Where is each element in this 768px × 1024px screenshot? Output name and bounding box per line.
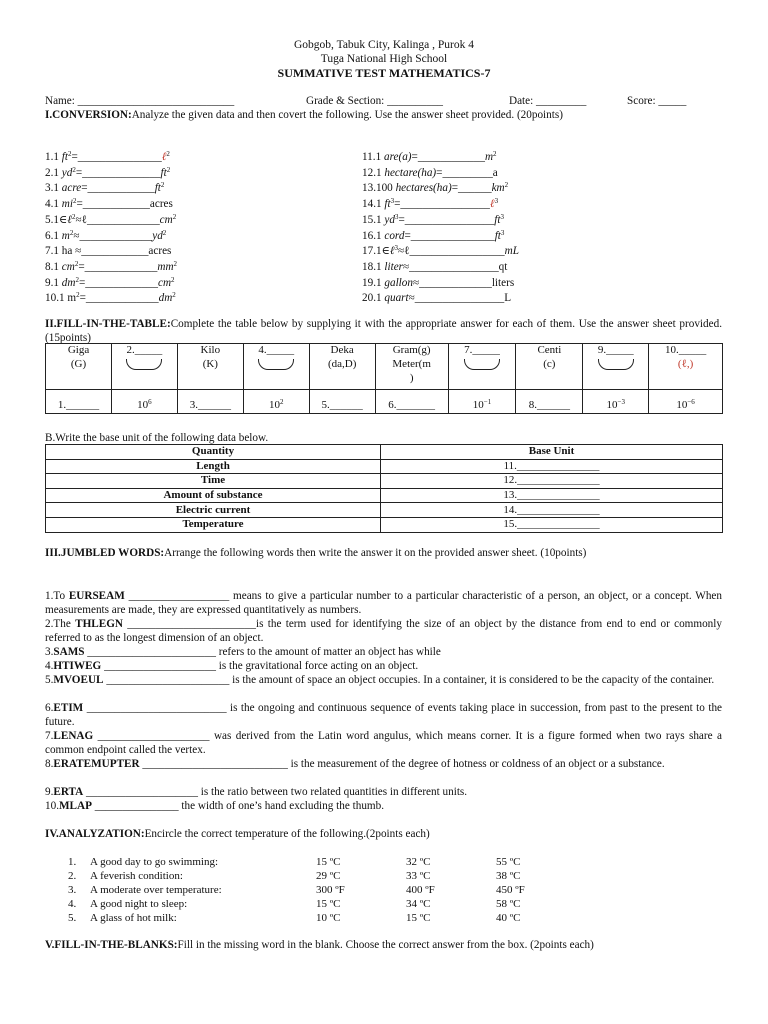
prefix-symbol: ) (409, 371, 414, 384)
item-blank: =_______________ (71, 151, 162, 163)
item-prefix: 11.1 (362, 151, 384, 163)
section-text: Complete the table below by supplying it with the appropriate answer for each of them. Use the answer sheet provided.(15points) (45, 318, 722, 344)
answer-parenthesis (583, 358, 648, 372)
conversion-item[interactable] (362, 197, 498, 211)
temperature-row (68, 911, 525, 925)
grade-section-field[interactable]: Grade & Section: __________ (306, 95, 444, 107)
prefix-table (45, 343, 723, 414)
date-field[interactable]: Date: _________ (509, 95, 587, 107)
item-number: 5. (45, 674, 54, 686)
item-prefix: 15.1 (362, 213, 385, 226)
temperature-option[interactable]: 58 ºC (496, 898, 521, 910)
item-prefix: 12.1 (362, 166, 385, 179)
temperature-row (68, 869, 525, 883)
base-unit-answer[interactable]: 11._______________ (381, 459, 723, 474)
conversion-item[interactable] (362, 229, 504, 243)
temperature-option[interactable]: 10 ºC (316, 912, 341, 924)
prefix-label: Kilo (200, 344, 221, 356)
base-unit-answer[interactable]: 13._______________ (381, 488, 723, 503)
prefix-value-cell (375, 390, 448, 414)
prefix-header-cell (375, 344, 448, 390)
prefix-value-cell (177, 390, 243, 414)
jumbled-word: HTIWEG (53, 660, 102, 672)
item-exponent: 3 (394, 212, 399, 221)
section-b-intro: B.Write the base unit of the following data below. (45, 432, 269, 444)
prefix-label: 4._____ (258, 344, 295, 356)
item-unit: ft (384, 198, 391, 211)
quantity-cell: Electric current (46, 503, 381, 518)
temperature-row (68, 855, 525, 869)
item-target-unit: ft (494, 213, 501, 226)
prefix-header-cell (516, 344, 583, 390)
item-text: __________________ means to give a particular number to a particular characteristic of a person, an object, or a concept. When measurements are made, they are expressed quantitatively as numbers. (45, 590, 722, 616)
item-text: _______________ the width of one’s hand excluding the thumb. (91, 800, 385, 812)
base-unit-answer[interactable]: 15._______________ (381, 517, 723, 532)
base-unit-row (46, 503, 723, 518)
item-target-unit: mL (504, 245, 519, 258)
temperature-option[interactable]: 29 ºC (316, 870, 341, 882)
item-unit: quart (384, 292, 409, 305)
prefix-value-cell (309, 390, 375, 414)
item-target-exponent: 2 (504, 181, 509, 190)
section-title: V.FILL-IN-THE-BLANKS: (45, 939, 178, 951)
item-exponent: 2 (72, 165, 76, 174)
conversion-item[interactable] (45, 166, 170, 180)
jumbled-item (45, 757, 722, 771)
jumbled-item (45, 701, 722, 729)
item-number: 2.The (45, 618, 76, 630)
temperature-row (68, 883, 525, 897)
parenthesis-blank (464, 359, 500, 370)
prefix-label: 7._____ (464, 344, 500, 356)
item-blank: =______________ (75, 166, 161, 179)
item-target-exponent: 2 (166, 165, 171, 174)
item-exponent: 2 (72, 197, 77, 206)
item-exponent: 2 (76, 291, 80, 300)
school-address: Gobgob, Tabuk City, Kalinga , Purok 4 (294, 39, 474, 51)
jumbled-item (45, 729, 722, 757)
item-text: _________________________ is the ongoing and continuous sequence of events taking place in succession, from past to the present to the future. (45, 702, 722, 728)
quantity-cell: Time (46, 474, 381, 489)
school-name: Tuga National High School (320, 53, 448, 65)
item-unit: ft (61, 151, 68, 163)
prefix-exponent: −6 (687, 398, 695, 407)
conversion-item[interactable] (45, 150, 170, 164)
item-target-exponent: 3 (500, 228, 505, 237)
prefix-value: 10 (606, 399, 618, 412)
item-prefix: 16.1 (362, 229, 385, 242)
prefix-symbol: (G) (70, 357, 87, 370)
prefix-value: 5.______ (321, 399, 363, 412)
item-exponent: 3 (394, 244, 399, 253)
conversion-item[interactable] (45, 229, 166, 243)
item-exponent: 2 (71, 212, 76, 221)
item-blank: ≈ℓ_____________ (75, 213, 160, 226)
base-unit-header: Base Unit (381, 445, 723, 460)
item-prefix: 3.1 (45, 182, 62, 195)
base-unit-table (45, 444, 723, 533)
prefix-symbol: (da,D) (327, 357, 357, 370)
row-number: 4. (68, 898, 77, 910)
name-field[interactable]: Name: ____________________________ (45, 95, 235, 107)
item-unit: yd (61, 166, 73, 179)
temperature-option[interactable]: 15 ºC (406, 912, 431, 924)
item-number: 6. (45, 702, 54, 714)
prefix-value: 10 (137, 399, 149, 412)
temperature-option[interactable]: 15 ºC (316, 856, 341, 868)
item-target-unit: yd (152, 229, 163, 242)
prefix-header-cell (309, 344, 375, 390)
row-description: A glass of hot milk: (90, 912, 177, 924)
item-target-exponent: 3 (500, 212, 504, 221)
item-target-unit: ℓ (489, 198, 495, 211)
prefix-value: 6._______ (388, 399, 436, 412)
item-blank: ≈ℓ_________________ (398, 245, 505, 258)
prefix-value-cell (243, 390, 309, 414)
base-unit-answer[interactable]: 14._______________ (381, 503, 723, 518)
conversion-item[interactable] (362, 276, 514, 290)
item-unit: m (61, 229, 70, 242)
conversion-item[interactable] (45, 181, 164, 195)
prefix-label: 10._____ (664, 344, 707, 356)
row-number: 3. (68, 884, 77, 896)
temperature-table (68, 855, 525, 925)
jumbled-item (45, 673, 722, 687)
item-blank: =____________acres (76, 198, 173, 211)
section-jumbled-instructions (45, 546, 722, 560)
item-prefix: 4.1 (45, 198, 62, 211)
item-blank: =_________a (436, 166, 498, 179)
prefix-header-cell (583, 344, 649, 390)
item-number: 7. (45, 730, 54, 742)
conversion-item[interactable] (45, 244, 171, 258)
item-blank: ≈________________qt (403, 260, 508, 273)
item-unit: are(a) (383, 151, 412, 163)
item-target-unit: ft (494, 229, 501, 242)
prefix-header-cell (243, 344, 309, 390)
item-blank: =______ (451, 182, 492, 195)
item-unit: mi (61, 198, 73, 211)
prefix-value: 3.______ (189, 399, 231, 412)
item-target-unit: m (484, 151, 494, 163)
prefix-exponent: −3 (617, 398, 625, 407)
item-blank: ≈________________L (408, 292, 512, 305)
item-blank: =____________ (81, 182, 155, 195)
base-unit-answer[interactable]: 12._______________ (381, 474, 723, 489)
score-field[interactable]: Score: _____ (627, 95, 687, 107)
conversion-item[interactable] (362, 260, 507, 274)
row-description: A feverish condition: (90, 870, 183, 882)
item-target-exponent: 2 (493, 150, 497, 158)
item-number: 10. (45, 800, 59, 812)
conversion-item[interactable] (45, 276, 175, 290)
conversion-item[interactable] (45, 260, 177, 274)
item-text: __________________________ is the measurement of the degree of hotness or coldness of an object or a substance. (139, 758, 665, 770)
jumbled-word: ERTA (53, 786, 84, 798)
prefix-label: Giga (67, 344, 90, 356)
section-text: Arrange the following words then write the answer it on the provided answer sheet. (10points) (164, 547, 587, 559)
prefix-value-cell (649, 390, 723, 414)
prefix-symbol: (K) (202, 357, 218, 370)
row-number: 5. (68, 912, 77, 924)
base-unit-row (46, 517, 723, 532)
item-target-unit: km (491, 182, 505, 195)
parenthesis-blank (598, 359, 634, 370)
temperature-option[interactable]: 38 ºC (496, 870, 521, 882)
temperature-option[interactable]: 32 ºC (406, 856, 431, 868)
row-description: A moderate over temperature: (90, 884, 222, 896)
jumbled-item (45, 659, 722, 673)
item-exponent: 2 (74, 259, 79, 268)
quantity-cell: Temperature (46, 517, 381, 532)
prefix-header-cell (649, 344, 723, 390)
prefix-symbol: (ℓ,) (677, 357, 694, 370)
temperature-option[interactable]: 33 ºC (406, 870, 431, 882)
conversion-item[interactable] (45, 213, 176, 227)
item-blank: =________________ (394, 198, 490, 211)
conversion-item[interactable] (362, 291, 511, 305)
prefix-label: 2._____ (126, 344, 163, 356)
item-blank: =_____________ (78, 260, 158, 273)
prefix-value: 10 (269, 399, 280, 412)
conversion-item[interactable] (45, 197, 173, 211)
prefix-exponent: −1 (483, 398, 492, 407)
conversion-item[interactable] (362, 244, 519, 258)
section-fill-table-instructions (45, 317, 722, 345)
item-target-unit: cm (159, 213, 173, 226)
base-unit-row (46, 459, 723, 474)
item-target-unit: ft (154, 182, 161, 195)
item-prefix: 10.1 m (45, 292, 77, 305)
item-prefix: 17.1∈ (362, 245, 390, 258)
section-title: I.CONVERSION: (45, 109, 132, 121)
row-description: A good day to go swimming: (90, 856, 219, 868)
item-unit: ℓ (67, 213, 72, 226)
conversion-item[interactable] (362, 181, 508, 195)
jumbled-item (45, 799, 722, 813)
temperature-option[interactable]: 34 ºC (406, 898, 431, 910)
item-unit: gallon (384, 276, 413, 289)
prefix-value-cell (112, 390, 178, 414)
item-target-unit: ℓ (161, 151, 167, 163)
prefix-value-cell (46, 390, 112, 414)
item-prefix: 5.1∈ (45, 213, 68, 226)
parenthesis-blank (258, 359, 294, 370)
section-title: IV.ANALYZATION: (45, 828, 145, 840)
temperature-option[interactable]: 55 ºC (496, 856, 521, 868)
section-fill-blanks-instructions (45, 938, 722, 952)
item-target-exponent: 2 (162, 228, 167, 237)
item-prefix: 9.1 (45, 276, 62, 289)
temperature-option[interactable]: 15 ºC (316, 898, 341, 910)
section-text: Analyze the given data and then covert the following. Use the answer sheet provided. (20points) (131, 109, 563, 121)
prefix-value: 10 (472, 399, 484, 412)
item-prefix: 20.1 (362, 292, 385, 305)
item-text: _______________________is the term used for identifying the size of an object by the distance from end to end or commonly referred to as the longest dimension of an object. (45, 618, 722, 644)
quantity-header: Quantity (46, 445, 381, 460)
temperature-option[interactable]: 400 ºF (406, 884, 435, 896)
item-target-unit: ft (160, 166, 167, 179)
item-blank: =_____________ (78, 276, 158, 289)
jumbled-word: THLEGN (75, 618, 123, 630)
item-target-exponent: 2 (171, 275, 175, 284)
item-target-unit: cm (158, 276, 172, 289)
item-prefix: 8.1 (45, 260, 62, 273)
section-text: Encircle the correct temperature of the following.(2points each) (144, 828, 430, 840)
item-target-exponent: 2 (160, 181, 165, 190)
prefix-value: 10 (676, 399, 688, 412)
prefix-value-cell (448, 390, 516, 414)
item-target-exponent: 3 (494, 197, 499, 206)
section-text: Fill in the missing word in the blank. Choose the correct answer from the box. (2points each) (177, 939, 594, 951)
item-unit: acre (61, 182, 82, 195)
conversion-item[interactable] (45, 291, 176, 305)
item-target-exponent: 2 (173, 259, 178, 268)
prefix-value: 8.______ (528, 399, 570, 412)
item-number: 9. (45, 786, 54, 798)
prefix-label: Centi (537, 344, 562, 356)
item-exponent: 2 (75, 275, 79, 284)
jumbled-word: MVOEUL (53, 674, 104, 686)
item-prefix: 7.1 ha ≈ (45, 245, 82, 258)
prefix-value: 1.______ (57, 399, 100, 412)
answer-parenthesis (244, 358, 309, 372)
item-unit: ℓ (389, 245, 395, 258)
temperature-option[interactable]: 450 ºF (496, 884, 525, 896)
item-prefix: 1.1 (45, 151, 62, 163)
item-prefix: 14.1 (362, 198, 385, 211)
jumbled-item (45, 645, 722, 659)
conversion-item[interactable] (362, 150, 497, 164)
row-number: 1. (68, 856, 77, 868)
prefix-header-cell (448, 344, 516, 390)
section-title: III.JUMBLED WORDS: (45, 547, 165, 559)
item-number: 4. (45, 660, 54, 672)
jumbled-item (45, 785, 722, 799)
jumbled-item (45, 617, 722, 645)
item-unit: hectares(ha) (395, 182, 452, 195)
item-text: ____________________ was derived from the Latin word angulus, which means corner. It is a figure formed when two rays share a common endpoint called the vertex. (45, 730, 722, 756)
item-prefix: 6.1 (45, 229, 62, 242)
base-unit-row (46, 474, 723, 489)
prefix-value-cell (516, 390, 583, 414)
item-prefix: 19.1 (362, 276, 385, 289)
jumbled-word: EURSEAM (68, 590, 125, 602)
jumbled-word: MLAP (58, 800, 92, 812)
item-blank: ____________acres (81, 245, 172, 258)
row-description: A good night to sleep: (90, 898, 188, 910)
quantity-cell: Length (46, 459, 381, 474)
item-number: 1.To (45, 590, 69, 602)
item-number: 8. (45, 758, 54, 770)
item-blank: ≈_____________liters (412, 276, 515, 289)
prefix-label: Deka (330, 344, 354, 356)
prefix-header-cell (177, 344, 243, 390)
item-unit: cm (61, 260, 75, 273)
item-exponent: 3 (390, 197, 395, 206)
item-blank: =________________ (398, 213, 495, 226)
item-exponent: 2 (68, 150, 72, 158)
item-unit: cord (384, 229, 405, 242)
item-target-exponent: 2 (166, 150, 170, 158)
prefix-label: 9._____ (597, 344, 634, 356)
item-prefix: 2.1 (45, 166, 62, 179)
jumbled-item (45, 589, 722, 617)
prefix-exponent: 6 (148, 398, 152, 407)
answer-parenthesis (112, 358, 177, 372)
base-unit-row (46, 488, 723, 503)
row-number: 2. (68, 870, 77, 882)
item-unit: liter (384, 260, 404, 273)
test-title: SUMMATIVE TEST MATHEMATICS-7 (277, 66, 491, 80)
item-blank: ≈_____________ (73, 229, 153, 242)
conversion-item[interactable] (362, 166, 498, 180)
item-prefix: 18.1 (362, 260, 385, 273)
parenthesis-blank (126, 359, 162, 370)
jumbled-word: ETIM (53, 702, 84, 714)
prefix-exponent: 2 (280, 398, 284, 407)
prefix-label: Gram(g) Meter(m (392, 344, 431, 370)
item-prefix: 13.100 (362, 182, 396, 195)
item-number: 3. (45, 646, 54, 658)
quantity-cell: Amount of substance (46, 488, 381, 503)
item-blank: =____________ (411, 151, 485, 163)
item-unit: dm (61, 276, 76, 289)
section-conversion-instructions (45, 108, 722, 122)
section-analyzation-instructions (45, 827, 722, 841)
prefix-symbol: (c) (543, 357, 556, 370)
item-unit: yd (384, 213, 395, 226)
item-target-exponent: 2 (172, 291, 176, 300)
temperature-option[interactable]: 40 ºC (496, 912, 521, 924)
item-blank: =_______________ (404, 229, 495, 242)
item-text: ____________________ is the gravitational force acting on an object. (101, 660, 419, 672)
prefix-header-cell (46, 344, 112, 390)
jumbled-word: ERATEMUPTER (53, 758, 140, 770)
item-exponent: 2 (69, 228, 74, 237)
item-text: ______________________ is the amount of space an object occupies. In a container, it is considered to be the capacity of the container. (103, 674, 715, 686)
conversion-item[interactable] (362, 213, 504, 227)
item-blank: =_____________ (79, 292, 159, 305)
section-title: II.FILL-IN-THE-TABLE: (45, 318, 171, 330)
item-text: ____________________ is the ratio between two related quantities in different units. (83, 786, 468, 798)
prefix-header-cell (112, 344, 178, 390)
item-target-unit: mm (157, 260, 174, 273)
temperature-option[interactable]: 300 ºF (316, 884, 345, 896)
item-target-unit: dm (158, 292, 173, 305)
item-unit: hectare(ha) (384, 166, 437, 179)
item-text: _______________________ refers to the amount of matter an object has while (84, 646, 441, 658)
temperature-row (68, 897, 525, 911)
prefix-value-cell (583, 390, 649, 414)
jumbled-word: SAMS (53, 646, 85, 658)
item-target-exponent: 2 (172, 212, 177, 221)
answer-parenthesis (449, 358, 516, 372)
jumbled-word: LENAG (53, 730, 94, 742)
